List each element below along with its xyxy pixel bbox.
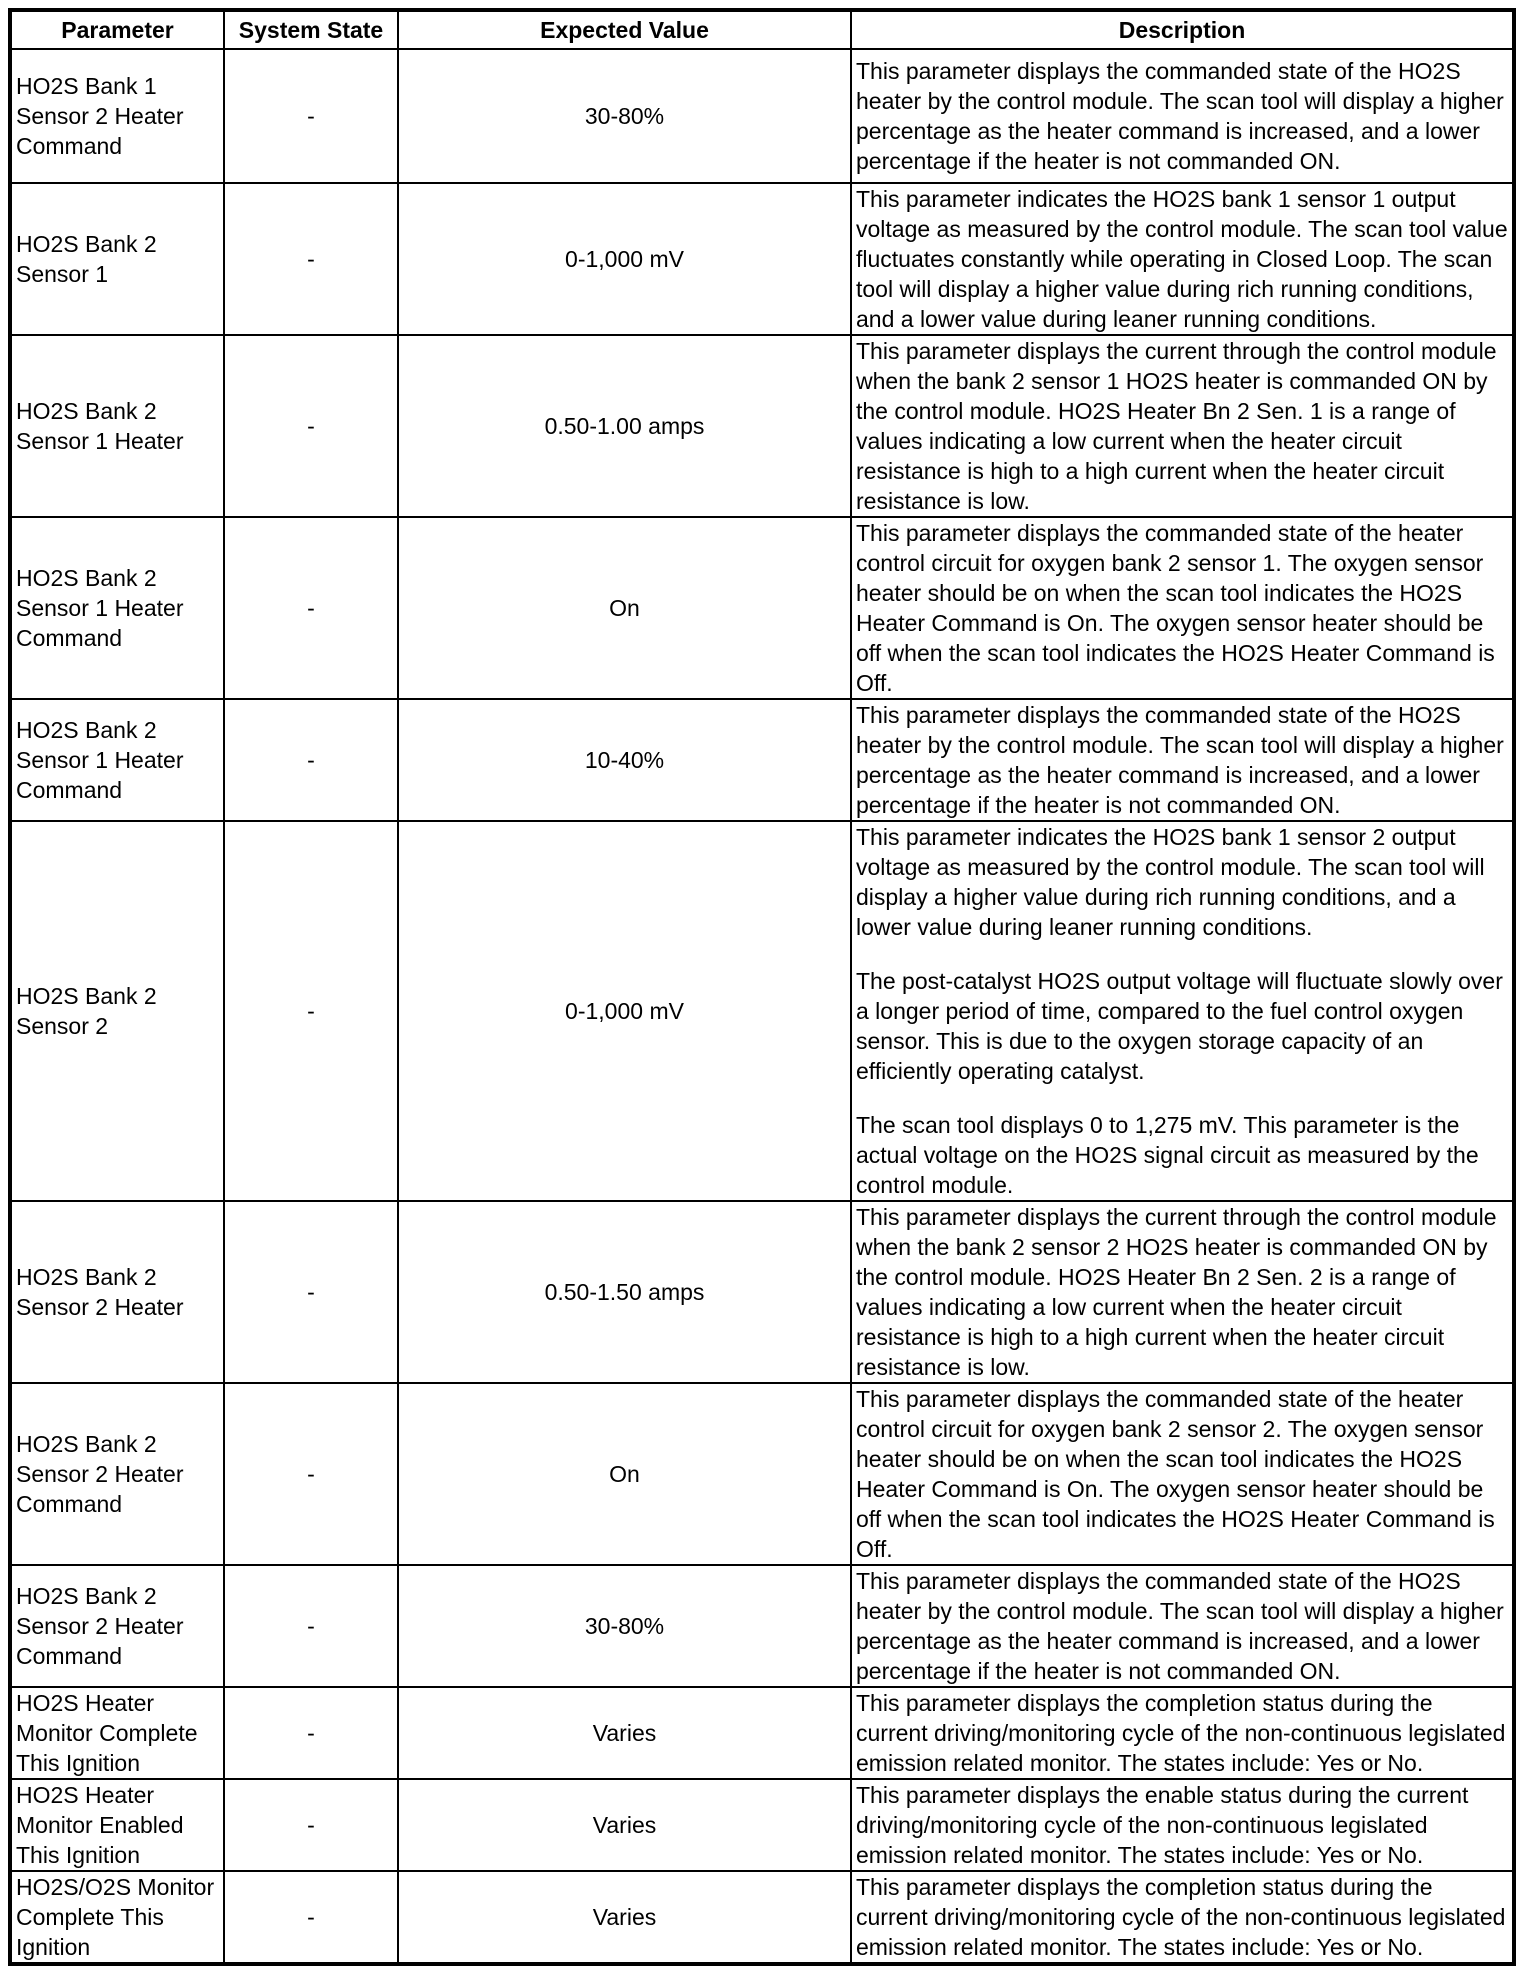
cell-system-state: - — [224, 1687, 398, 1779]
description-paragraph: This parameter displays the commanded state of the HO2S heater by the control module. The scan tool will display a higher percentage as the heater command is increased, and a lower percentage if the heater is not commanded ON. — [856, 58, 1504, 174]
cell-description — [851, 1779, 1514, 1871]
cell-parameter: HO2S Bank 2 Sensor 2 Heater Command — [10, 1383, 224, 1565]
cell-expected-value: 0-1,000 mV — [398, 183, 851, 335]
cell-parameter: HO2S Bank 2 Sensor 2 Heater Command — [10, 1565, 224, 1687]
cell-parameter: HO2S/O2S Monitor Complete This Ignition — [10, 1871, 224, 1964]
cell-parameter: HO2S Bank 2 Sensor 2 — [10, 821, 224, 1201]
cell-system-state: - — [224, 821, 398, 1201]
table-row — [10, 335, 1514, 517]
description-paragraph: The scan tool displays 0 to 1,275 mV. This parameter is the actual voltage on the HO2S signal circuit as measured by the control module. — [856, 1112, 1479, 1198]
cell-expected-value: 30-80% — [398, 49, 851, 183]
cell-expected-value: Varies — [398, 1779, 851, 1871]
cell-system-state: - — [224, 699, 398, 821]
description-paragraph: This parameter displays the current through the control module when the bank 2 sensor 1 HO2S heater is commanded ON by the control module. HO2S Heater Bn 2 Sen. 1 is a range of values indicating a low current when the heater circuit resistance is high to a high current when the heater circuit resistance is low. — [856, 338, 1497, 514]
cell-description — [851, 1201, 1514, 1383]
cell-system-state: - — [224, 1383, 398, 1565]
cell-expected-value: 0.50-1.50 amps — [398, 1201, 851, 1383]
cell-description — [851, 821, 1514, 1201]
cell-parameter: HO2S Heater Monitor Enabled This Ignition — [10, 1779, 224, 1871]
cell-description — [851, 1565, 1514, 1687]
description-paragraph: This parameter indicates the HO2S bank 1 sensor 1 output voltage as measured by the control module. The scan tool value fluctuates constantly while operating in Closed Loop. The scan tool will display a higher value during rich running conditions, and a lower value during leaner running conditions. — [856, 186, 1508, 332]
cell-parameter: HO2S Bank 2 Sensor 1 Heater Command — [10, 517, 224, 699]
header-row — [10, 10, 1514, 49]
document-page — [8, 8, 1512, 1966]
cell-description — [851, 183, 1514, 335]
cell-description — [851, 49, 1514, 183]
parameter-table — [8, 8, 1516, 1966]
cell-system-state: - — [224, 49, 398, 183]
description-paragraph: This parameter displays the commanded state of the HO2S heater by the control module. The scan tool will display a higher percentage as the heater command is increased, and a lower percentage if the heater is not commanded ON. — [856, 1568, 1504, 1684]
table-row — [10, 517, 1514, 699]
cell-parameter: HO2S Bank 2 Sensor 1 Heater Command — [10, 699, 224, 821]
header-description: Description — [851, 10, 1514, 49]
cell-expected-value: Varies — [398, 1687, 851, 1779]
cell-parameter: HO2S Bank 1 Sensor 2 Heater Command — [10, 49, 224, 183]
table-row — [10, 1871, 1514, 1964]
cell-description — [851, 1871, 1514, 1964]
cell-system-state: - — [224, 1779, 398, 1871]
table-row — [10, 821, 1514, 1201]
cell-expected-value: 30-80% — [398, 1565, 851, 1687]
cell-description — [851, 1383, 1514, 1565]
cell-system-state: - — [224, 517, 398, 699]
description-paragraph: The post-catalyst HO2S output voltage will fluctuate slowly over a longer period of time, compared to the fuel control oxygen sensor. This is due to the oxygen storage capacity of an efficiently operating catalyst. — [856, 968, 1503, 1084]
table-body — [10, 49, 1514, 1964]
description-paragraph: This parameter displays the enable status during the current driving/monitoring cycle of the non-continuous legislated emission related monitor. The states include: Yes or No. — [856, 1782, 1469, 1868]
cell-system-state: - — [224, 1871, 398, 1964]
table-row — [10, 183, 1514, 335]
description-paragraph: This parameter indicates the HO2S bank 1 sensor 2 output voltage as measured by the control module. The scan tool will display a higher value during rich running conditions, and a lower value during leaner running conditions. — [856, 824, 1485, 940]
cell-expected-value: 10-40% — [398, 699, 851, 821]
cell-parameter: HO2S Bank 2 Sensor 1 — [10, 183, 224, 335]
table-row — [10, 1201, 1514, 1383]
table-row — [10, 1779, 1514, 1871]
cell-parameter: HO2S Bank 2 Sensor 2 Heater — [10, 1201, 224, 1383]
header-system-state: System State — [224, 10, 398, 49]
cell-system-state: - — [224, 183, 398, 335]
cell-description — [851, 335, 1514, 517]
cell-expected-value: 0-1,000 mV — [398, 821, 851, 1201]
description-paragraph: This parameter displays the commanded state of the heater control circuit for oxygen bank 2 sensor 1. The oxygen sensor heater should be on when the scan tool indicates the HO2S Heater Command is On. The oxygen sensor heater should be off when the scan tool indicates the HO2S Heater Command is Off. — [856, 520, 1495, 696]
description-paragraph: This parameter displays the commanded state of the heater control circuit for oxygen bank 2 sensor 2. The oxygen sensor heater should be on when the scan tool indicates the HO2S Heater Command is On. The oxygen sensor heater should be off when the scan tool indicates the HO2S Heater Command is Off. — [856, 1386, 1495, 1562]
cell-description — [851, 1687, 1514, 1779]
table-row — [10, 1565, 1514, 1687]
cell-parameter: HO2S Heater Monitor Complete This Ignition — [10, 1687, 224, 1779]
cell-description — [851, 699, 1514, 821]
cell-parameter: HO2S Bank 2 Sensor 1 Heater — [10, 335, 224, 517]
cell-system-state: - — [224, 1201, 398, 1383]
description-paragraph: This parameter displays the current through the control module when the bank 2 sensor 2 HO2S heater is commanded ON by the control module. HO2S Heater Bn 2 Sen. 2 is a range of values indicating a low current when the heater circuit resistance is high to a high current when the heater circuit resistance is low. — [856, 1204, 1497, 1380]
table-row — [10, 699, 1514, 821]
cell-system-state: - — [224, 1565, 398, 1687]
header-parameter: Parameter — [10, 10, 224, 49]
cell-system-state: - — [224, 335, 398, 517]
table-header — [10, 10, 1514, 49]
header-expected-value: Expected Value — [398, 10, 851, 49]
description-paragraph: This parameter displays the commanded state of the HO2S heater by the control module. The scan tool will display a higher percentage as the heater command is increased, and a lower percentage if the heater is not commanded ON. — [856, 702, 1504, 818]
cell-expected-value: 0.50-1.00 amps — [398, 335, 851, 517]
description-paragraph: This parameter displays the completion status during the current driving/monitoring cycle of the non-continuous legislated emission related monitor. The states include: Yes or No. — [856, 1874, 1506, 1960]
cell-expected-value: Varies — [398, 1871, 851, 1964]
table-row — [10, 1383, 1514, 1565]
cell-description — [851, 517, 1514, 699]
table-row — [10, 1687, 1514, 1779]
cell-expected-value: On — [398, 517, 851, 699]
table-row — [10, 49, 1514, 183]
cell-expected-value: On — [398, 1383, 851, 1565]
description-paragraph: This parameter displays the completion status during the current driving/monitoring cycle of the non-continuous legislated emission related monitor. The states include: Yes or No. — [856, 1690, 1506, 1776]
